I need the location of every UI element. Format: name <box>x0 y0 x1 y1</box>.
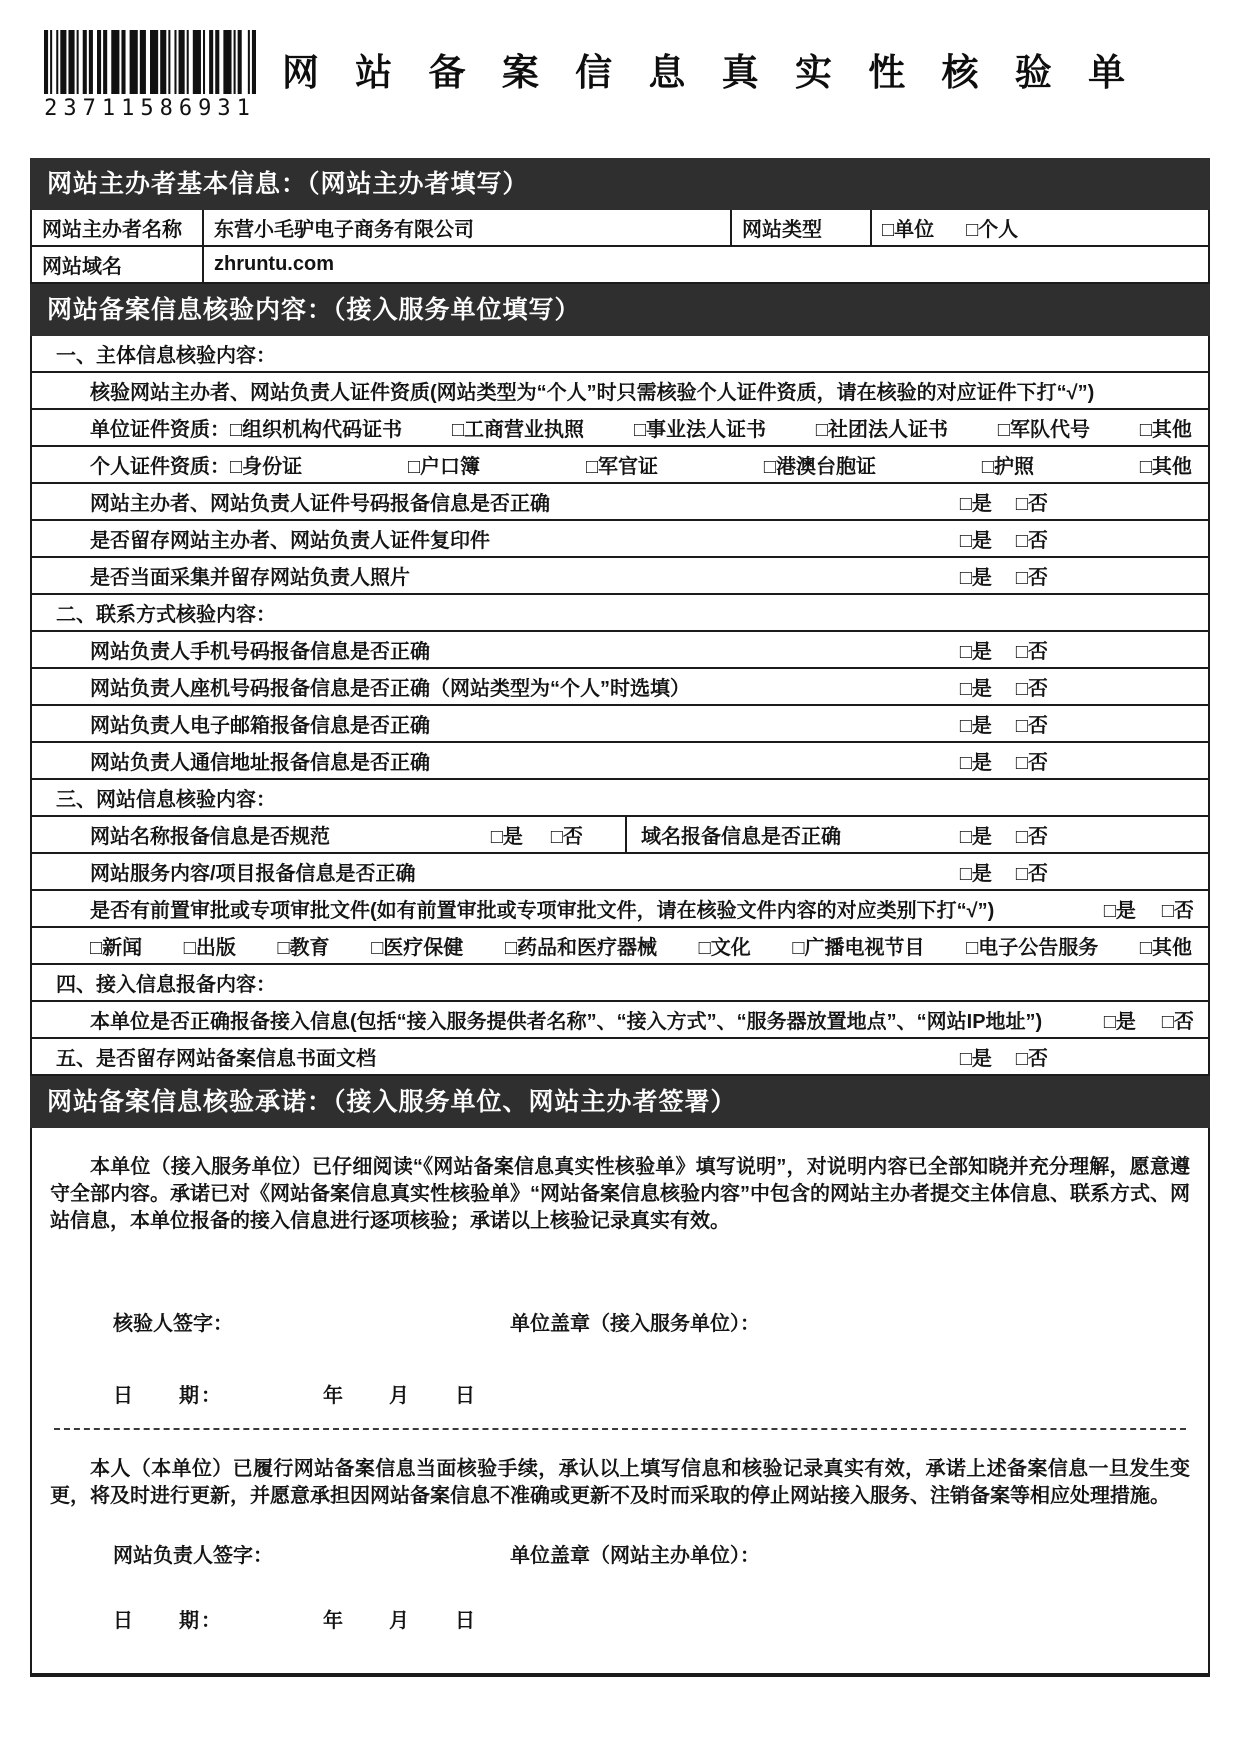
service-content-row <box>32 854 1208 891</box>
row-label: 网站服务内容/项目报备信息是否正确 <box>90 863 416 885</box>
checkbox-yes: □是 <box>959 641 992 663</box>
checkbox-social-org-cert: □社团法人证书 <box>815 419 948 441</box>
checkbox-yes: □是 <box>959 715 992 737</box>
commitment-paragraph-owner: 本人（本单位）已履行网站备案信息当面核验手续，承认以上填写信息和核验记录真实有效，承诺上述备案信息一旦发生变更，将及时进行更新，并愿意承担因网站备案信息不准确或更新不及时而采取的停止网站接入服务、注销备案等相应处理措施。 <box>50 1458 1190 1507</box>
checkbox-yes: □是 <box>959 678 992 700</box>
responsible-signature-row <box>50 1539 1190 1568</box>
checkbox-no: □否 <box>1015 530 1048 552</box>
checkbox-institution-cert: □事业法人证书 <box>633 419 767 441</box>
checkbox-military-id: □军官证 <box>585 456 659 478</box>
domain-label: 网站域名 <box>42 256 122 278</box>
checkbox-education: □教育 <box>277 937 330 959</box>
section-commitment-header: 网站备案信息核验承诺：（接入服务单位、网站主办者签署） <box>30 1076 1210 1128</box>
row-label: 是否留存网站主办者、网站负责人证件复印件 <box>90 530 490 552</box>
unit-cert-label: 单位证件资质： <box>90 419 230 441</box>
unit-cert-row <box>32 410 1208 447</box>
barcode-icon <box>44 30 256 94</box>
row-label: 是否当面采集并留存网站负责人照片 <box>90 567 410 589</box>
checkbox-approval-other: □其他 <box>1139 937 1192 959</box>
row-label: 本单位是否正确报备接入信息(包括“接入服务提供者名称”、“接入方式”、“服务器放置地点”、“网站IP地址”) <box>90 1011 1043 1033</box>
site-type-label: 网站类型 <box>730 210 870 245</box>
address-row <box>32 743 1208 780</box>
checkbox-yes: □是 <box>959 863 992 885</box>
cert-note: 核验网站主办者、网站负责人证件资质(网站类型为“个人”时只需核验个人证件资质，请在核验的对应证件下打“√”) <box>90 382 1095 404</box>
access-info-row <box>32 1002 1208 1039</box>
checkbox-no: □否 <box>1015 641 1048 663</box>
checkbox-yes: □是 <box>959 1048 992 1070</box>
yes-no-group <box>960 1042 1208 1071</box>
checkbox-no: □否 <box>1015 863 1048 885</box>
row-label: 网站负责人座机号码报备信息是否正确（网站类型为“个人”时选填） <box>90 678 690 700</box>
section-2-title-row <box>32 595 1208 632</box>
yes-no-group <box>960 820 1208 849</box>
yes-no-group <box>960 635 1208 664</box>
row-label: 网站名称报备信息是否规范 <box>90 826 330 848</box>
responsible-signature-label: 网站负责人签字： <box>113 1545 273 1567</box>
verifier-signature-row <box>50 1307 1190 1336</box>
row-label: 域名报备信息是否正确 <box>641 826 841 848</box>
owner-info-table <box>30 210 1210 284</box>
verifier-signature-label: 核验人签字： <box>113 1313 233 1335</box>
yes-no-group <box>1104 894 1208 923</box>
owner-name-label: 网站主办者名称 <box>42 219 182 241</box>
isp-stamp-label: 单位盖章（接入服务单位）： <box>510 1313 760 1335</box>
date-line: 日 期： 年 月 日 <box>113 1385 477 1407</box>
checkbox-unit-other: □其他 <box>1139 419 1192 441</box>
checkbox-no: □否 <box>1015 715 1048 737</box>
row-label: 网站负责人通信地址报备信息是否正确 <box>90 752 430 774</box>
checkbox-type-personal: □个人 <box>966 219 1019 241</box>
checkbox-hmt-permit: □港澳台胞证 <box>763 456 876 478</box>
barcode-number: 23711586931 <box>44 96 256 121</box>
checkbox-no: □否 <box>1161 900 1194 922</box>
table-row-domain <box>32 247 1208 284</box>
section-4-title: 四、接入信息报备内容： <box>56 974 276 996</box>
yes-no-group <box>960 524 1208 553</box>
checkbox-no: □否 <box>1015 752 1048 774</box>
checkbox-yes: □是 <box>1103 900 1136 922</box>
date-line: 日 期： 年 月 日 <box>113 1610 477 1632</box>
checkbox-household-register: □户口簿 <box>407 456 481 478</box>
row-label: 网站负责人手机号码报备信息是否正确 <box>90 641 430 663</box>
yes-no-group <box>960 857 1208 886</box>
checkbox-bbs: □电子公告服务 <box>966 937 1099 959</box>
commitment-paragraph-isp: 本单位（接入服务单位）已仔细阅读“《网站备案信息真实性核验单》填写说明”，对说明内容已全部知晓并充分理解，愿意遵守全部内容。承诺已对《网站备案信息真实性核验单》“网站备案信息核验内容”中包含的网站主办者提交主体信息、联系方式、网站信息，本单位报备的接入信息进行逐项核验；承诺以上核验记录真实有效。 <box>50 1156 1190 1232</box>
section-3-title-row <box>32 780 1208 817</box>
site-name-cell <box>32 817 627 852</box>
checkbox-no: □否 <box>1015 493 1048 515</box>
barcode-block <box>44 30 256 121</box>
checkbox-broadcast: □广播电视节目 <box>792 937 925 959</box>
email-row <box>32 706 1208 743</box>
personal-cert-label: 个人证件资质： <box>90 456 230 478</box>
yes-no-group <box>491 820 625 849</box>
section-2-title: 二、联系方式核验内容： <box>56 604 276 626</box>
section-3-title: 三、网站信息核验内容： <box>56 789 276 811</box>
checkbox-org-code-cert: □组织机构代码证书 <box>230 419 403 441</box>
checkbox-yes: □是 <box>959 752 992 774</box>
yes-no-group <box>960 487 1208 516</box>
checkbox-yes: □是 <box>959 826 992 848</box>
row-label: 网站主办者、网站负责人证件号码报备信息是否正确 <box>90 493 550 515</box>
approval-category-row <box>32 928 1208 965</box>
checkbox-personal-other: □其他 <box>1139 456 1192 478</box>
checkbox-no: □否 <box>1015 1048 1048 1070</box>
checkbox-no: □否 <box>1015 826 1048 848</box>
cert-copy-row <box>32 521 1208 558</box>
form-header <box>30 30 1210 158</box>
cert-note-row <box>32 373 1208 410</box>
checkbox-yes: □是 <box>490 826 523 848</box>
checkbox-news: □新闻 <box>90 937 143 959</box>
checkbox-military-code: □军队代号 <box>997 419 1090 441</box>
section-1-title-row <box>32 336 1208 373</box>
section-verify-header: 网站备案信息核验内容：（接入服务单位填写） <box>30 284 1210 336</box>
table-row-owner-name <box>32 210 1208 247</box>
checkbox-no: □否 <box>1161 1011 1194 1033</box>
checkbox-yes: □是 <box>959 493 992 515</box>
section-owner-info-header: 网站主办者基本信息：（网站主办者填写） <box>30 158 1210 210</box>
commitment-box <box>30 1128 1210 1677</box>
checkbox-yes: □是 <box>959 530 992 552</box>
unit-cert-options <box>230 413 1208 442</box>
cut-line <box>54 1428 1186 1430</box>
row-label: 网站负责人电子邮箱报备信息是否正确 <box>90 715 430 737</box>
section-1-title: 一、主体信息核验内容： <box>56 345 276 367</box>
preapproval-row <box>32 891 1208 928</box>
checkbox-culture: □文化 <box>698 937 751 959</box>
yes-no-group <box>960 746 1208 775</box>
personal-cert-options <box>230 450 1208 479</box>
site-type-options <box>870 210 1208 245</box>
site-name-domain-row <box>32 817 1208 854</box>
checkbox-yes: □是 <box>959 567 992 589</box>
personal-cert-row <box>32 447 1208 484</box>
domain-value: zhruntu.com <box>202 247 1208 282</box>
verify-table <box>30 336 1210 1076</box>
owner-stamp-label: 单位盖章（网站主办单位）： <box>510 1545 760 1567</box>
landline-row <box>32 669 1208 706</box>
mobile-row <box>32 632 1208 669</box>
section-5-row <box>32 1039 1208 1076</box>
checkbox-no: □否 <box>1015 678 1048 700</box>
photo-row <box>32 558 1208 595</box>
checkbox-healthcare: □医疗保健 <box>371 937 464 959</box>
owner-name-value: 东营小毛驴电子商务有限公司 <box>202 210 730 245</box>
checkbox-passport: □护照 <box>981 456 1034 478</box>
section-5-title: 五、是否留存网站备案信息书面文档 <box>56 1048 376 1070</box>
checkbox-publishing: □出版 <box>183 937 236 959</box>
domain-correct-cell <box>627 817 1208 852</box>
checkbox-type-unit: □单位 <box>882 219 935 241</box>
row-label: 是否有前置审批或专项审批文件(如有前置审批或专项审批文件，请在核验文件内容的对应类别下打“√”) <box>90 900 995 922</box>
form-title: 网 站 备 案 信 息 真 实 性 核 验 单 <box>282 52 1139 93</box>
checkbox-no: □否 <box>1015 567 1048 589</box>
verification-form <box>30 0 1210 1677</box>
yes-no-group <box>1104 1005 1208 1034</box>
checkbox-business-license: □工商营业执照 <box>451 419 585 441</box>
section-4-title-row <box>32 965 1208 1002</box>
cert-number-row <box>32 484 1208 521</box>
checkbox-yes: □是 <box>1103 1011 1136 1033</box>
yes-no-group <box>960 672 1208 701</box>
yes-no-group <box>960 709 1208 738</box>
yes-no-group <box>960 561 1208 590</box>
checkbox-id-card: □身份证 <box>230 456 303 478</box>
checkbox-no: □否 <box>550 826 583 848</box>
checkbox-drugs-devices: □药品和医疗器械 <box>504 937 658 959</box>
